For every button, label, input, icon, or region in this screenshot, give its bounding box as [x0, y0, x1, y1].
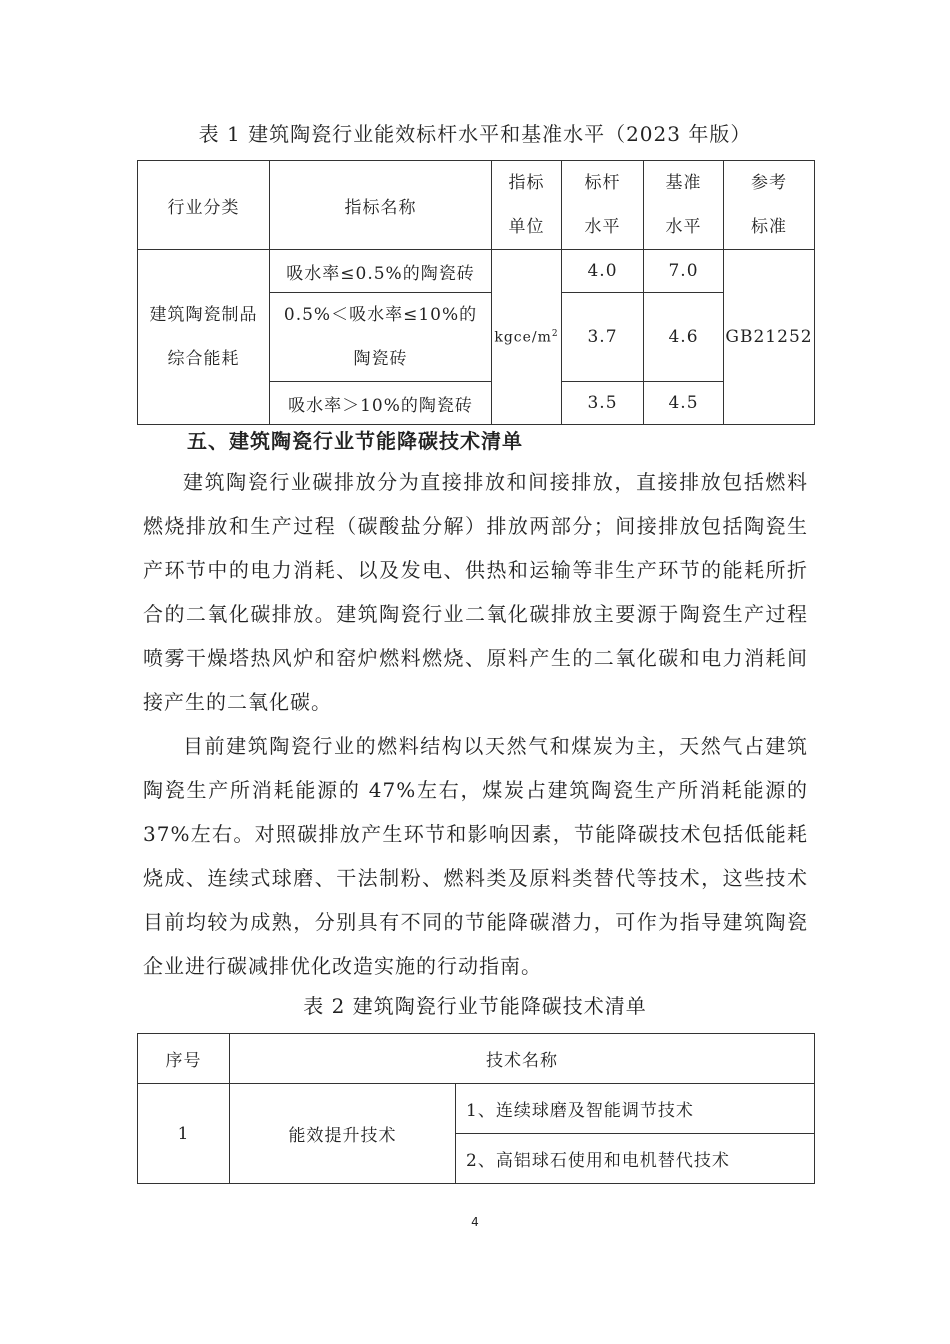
- tech-category: 能效提升技术: [230, 1084, 456, 1184]
- table-header-row: [138, 1034, 815, 1084]
- header-benchmark: 标杆 水平: [562, 161, 644, 250]
- unit-cell: kgce/$m^2$: [492, 250, 562, 425]
- tech-item: 1、连续球磨及智能调节技术: [456, 1084, 815, 1134]
- section-body: [143, 460, 808, 988]
- technology-table: [137, 1033, 815, 1184]
- header-reference: 参考 标准: [724, 161, 815, 250]
- section-heading: 五、建筑陶瓷行业节能降碳技术清单: [187, 429, 523, 453]
- table-row: [138, 1084, 815, 1134]
- indicator-name: 0.5%＜吸水率≤10%的 陶瓷砖: [270, 293, 492, 382]
- tech-item: 2、高铝球石使用和电机替代技术: [456, 1134, 815, 1184]
- header-unit: 指标 单位: [492, 161, 562, 250]
- header-indicator: 指标名称: [270, 161, 492, 250]
- header-tech: 技术名称: [230, 1034, 815, 1084]
- benchmark-value: 3.5: [562, 382, 644, 425]
- paragraph: 目前建筑陶瓷行业的燃料结构以天然气和煤炭为主，天然气占建筑陶瓷生产所消耗能源的 47%左右，煤炭占建筑陶瓷生产所消耗能源的 37%左右。对照碳排放产生环节和影响因素，节能降碳技术包括低能耗烧成、连续式球磨、干法制粉、燃料类及原料类替代等技术，这些技术目前均较为成熟，分别具有不同的节能降碳潜力，可作为指导建筑陶瓷企业进行碳减排优化改造实施的行动指南。: [143, 734, 808, 978]
- indicator-name: 吸水率＞10%的陶瓷砖: [270, 382, 492, 425]
- table1-caption: 表 1 建筑陶瓷行业能效标杆水平和基准水平（2023 年版）: [198, 122, 752, 146]
- table-header-row: [138, 161, 815, 250]
- header-baseline: 基准 水平: [644, 161, 724, 250]
- page-number: 4: [471, 1215, 479, 1229]
- header-category: 行业分类: [138, 161, 270, 250]
- table-row: [138, 250, 815, 293]
- baseline-value: 4.5: [644, 382, 724, 425]
- category-cell: 建筑陶瓷制品 综合能耗: [138, 250, 270, 425]
- efficiency-table: [137, 160, 815, 425]
- reference-cell: GB21252: [724, 250, 815, 425]
- baseline-value: 7.0: [644, 250, 724, 293]
- table2-caption: 表 2 建筑陶瓷行业节能降碳技术清单: [303, 994, 647, 1018]
- indicator-name: 吸水率≤0.5%的陶瓷砖: [270, 250, 492, 293]
- benchmark-value: 3.7: [562, 293, 644, 382]
- seq-cell: 1: [138, 1084, 230, 1184]
- paragraph: 建筑陶瓷行业碳排放分为直接排放和间接排放，直接排放包括燃料燃烧排放和生产过程（碳酸盐分解）排放两部分；间接排放包括陶瓷生产环节中的电力消耗、以及发电、供热和运输等非生产环节的能耗所折合的二氧化碳排放。建筑陶瓷行业二氧化碳排放主要源于陶瓷生产过程喷雾干燥塔热风炉和窑炉燃料燃烧、原料产生的二氧化碳和电力消耗间接产生的二氧化碳。: [143, 470, 808, 714]
- benchmark-value: 4.0: [562, 250, 644, 293]
- baseline-value: 4.6: [644, 293, 724, 382]
- header-seq: 序号: [138, 1034, 230, 1084]
